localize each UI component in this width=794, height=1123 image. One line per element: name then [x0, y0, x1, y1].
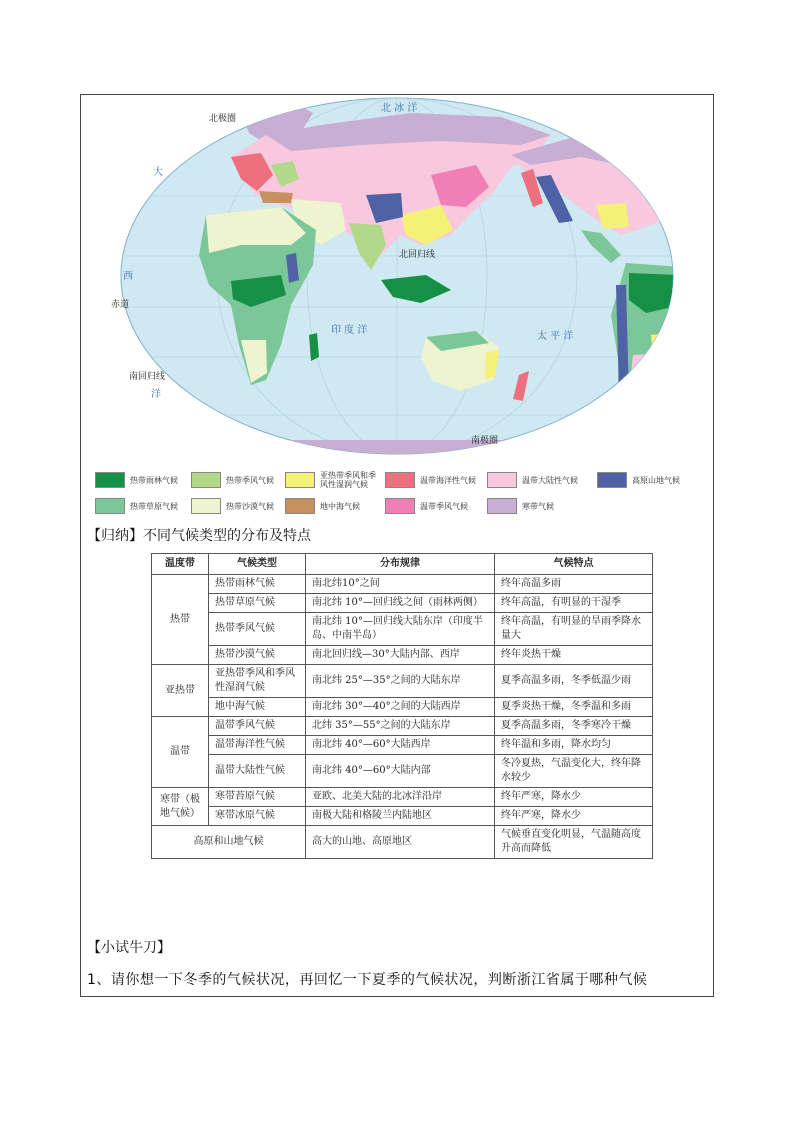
feat-cell: 终年高温，有明显的旱雨季降水量大	[495, 613, 653, 646]
feat-cell: 气候垂直变化明显，气温随高度升高而降低	[495, 826, 653, 859]
legend-swatch	[285, 472, 315, 488]
legend-swatch	[487, 498, 517, 514]
legend-label: 地中海气候	[320, 501, 360, 511]
legend-label: 寒带气候	[522, 501, 554, 511]
label-arctic-circle: 北极圈	[209, 114, 237, 124]
legend-item	[385, 497, 468, 515]
label-tropic-capricorn: 南回归线	[129, 372, 166, 382]
dist-cell: 南北纬10°之间	[306, 575, 495, 594]
table-row	[152, 807, 653, 826]
table-row	[152, 575, 653, 594]
feat-cell: 夏季高温多雨，冬季寒冷干燥	[495, 717, 653, 736]
feat-cell: 终年炎热干燥	[495, 646, 653, 665]
dist-cell: 南北纬 10°—回归线之间（雨林两侧）	[306, 594, 495, 613]
table-row	[152, 646, 653, 665]
legend-label: 热带草原气候	[130, 501, 178, 511]
type-cell: 亚热带季风和季风性湿润气候	[209, 665, 306, 698]
dist-cell: 高大的山地、高原地区	[306, 826, 495, 859]
label-atlantic-ocean: 洋	[151, 389, 161, 400]
legend-swatch	[285, 498, 315, 514]
table-row	[152, 826, 653, 859]
label-tropic-cancer: 北回归线	[399, 250, 436, 260]
legend-swatch	[385, 472, 415, 488]
legend-item	[487, 471, 578, 489]
label-atlantic-big: 大	[153, 167, 163, 178]
label-arctic-ocean: 北 冰 洋	[381, 103, 418, 114]
type-cell: 温带季风气候	[209, 717, 306, 736]
dist-cell: 南极大陆和格陵兰内陆地区	[306, 807, 495, 826]
legend-label: 高原山地气候	[632, 475, 680, 485]
zone-cell: 亚热带	[152, 665, 209, 717]
table-row	[152, 613, 653, 646]
dist-cell: 南北纬 30°—40°之间的大陆西岸	[306, 698, 495, 717]
label-indian-ocean: 印 度 洋	[331, 325, 368, 336]
question-1: 1、请你想一下冬季的气候状况，再回忆一下夏季的气候状况，判断浙江省属于哪种气候	[87, 972, 648, 988]
dist-cell: 南北纬 10°—回归线大陆东岸（印度半岛、中南半岛）	[306, 613, 495, 646]
legend-swatch	[191, 498, 221, 514]
feat-cell: 终年温和多雨，降水均匀	[495, 736, 653, 755]
legend-item	[597, 471, 680, 489]
dist-cell: 南北纬 40°—60°大陆西岸	[306, 736, 495, 755]
legend-label: 温带季风气候	[420, 501, 468, 511]
summary-title: 【归纳】不同气候类型的分布及特点	[87, 528, 311, 544]
legend-item	[95, 497, 178, 515]
table-row	[152, 788, 653, 807]
label-pacific-ocean: 太 平 洋	[537, 331, 574, 342]
dist-cell: 北纬 35°—55°之间的大陆东岸	[306, 717, 495, 736]
legend-label: 热带雨林气候	[130, 475, 178, 485]
type-cell: 热带沙漠气候	[209, 646, 306, 665]
map-legend	[95, 469, 705, 521]
world-climate-map	[81, 95, 713, 457]
type-cell: 热带草原气候	[209, 594, 306, 613]
mediterranean-eu	[259, 191, 293, 203]
try-title: 【小试牛刀】	[87, 940, 171, 956]
sa-subtropical	[651, 331, 681, 357]
sa-south	[629, 353, 661, 405]
legend-item	[191, 471, 274, 489]
legend-item	[95, 471, 178, 489]
feat-cell: 夏季炎热干燥，冬季温和多雨	[495, 698, 653, 717]
type-cell: 地中海气候	[209, 698, 306, 717]
legend-item	[191, 497, 274, 515]
table-row	[152, 755, 653, 788]
legend-label: 亚热带季风和季风性湿润气候	[320, 471, 376, 489]
type-cell: 热带季风气候	[209, 613, 306, 646]
type-cell: 热带雨林气候	[209, 575, 306, 594]
col-header: 气候类型	[209, 554, 306, 575]
type-cell: 温带海洋性气候	[209, 736, 306, 755]
type-cell: 寒带苔原气候	[209, 788, 306, 807]
feat-cell: 冬冷夏热，气温变化大，终年降水较少	[495, 755, 653, 788]
zone-cell: 寒带（极地气候）	[152, 788, 209, 826]
label-antarctic-circle: 南极圈	[471, 436, 499, 446]
legend-label: 热带季风气候	[226, 475, 274, 485]
type-cell: 寒带冰原气候	[209, 807, 306, 826]
climate-table	[151, 553, 653, 859]
legend-label: 热带沙漠气候	[226, 501, 274, 511]
legend-swatch	[95, 498, 125, 514]
legend-swatch	[385, 498, 415, 514]
content-frame	[80, 94, 714, 997]
legend-item	[487, 497, 554, 515]
feat-cell: 终年高温，有明显的干湿季	[495, 594, 653, 613]
dist-cell: 南北回归线—30°大陆内部、西岸	[306, 646, 495, 665]
feat-cell: 终年高温多雨	[495, 575, 653, 594]
legend-swatch	[487, 472, 517, 488]
dist-cell: 亚欧、北美大陆的北冰洋沿岸	[306, 788, 495, 807]
type-cell: 温带大陆性气候	[209, 755, 306, 788]
legend-swatch	[597, 472, 627, 488]
table-row	[152, 736, 653, 755]
climate-map-svg	[81, 95, 713, 457]
label-atlantic-west: 西	[123, 271, 133, 282]
table-header-row	[152, 554, 653, 575]
dist-cell: 南北纬 25°—35°之间的大陆东岸	[306, 665, 495, 698]
table-row	[152, 717, 653, 736]
zone-cell: 热带	[152, 575, 209, 665]
legend-label: 温带海洋性气候	[420, 475, 476, 485]
zone-cell: 温带	[152, 717, 209, 788]
legend-swatch	[191, 472, 221, 488]
legend-label: 温带大陆性气候	[522, 475, 578, 485]
feat-cell: 终年严寒，降水少	[495, 807, 653, 826]
table-row	[152, 594, 653, 613]
legend-item	[285, 497, 360, 515]
table-row	[152, 665, 653, 698]
type-cell: 高原和山地气候	[152, 826, 306, 859]
col-header: 分布规律	[306, 554, 495, 575]
legend-swatch	[95, 472, 125, 488]
legend-item	[285, 471, 381, 489]
table-row	[152, 698, 653, 717]
dist-cell: 南北纬 40°—60°大陆内部	[306, 755, 495, 788]
feat-cell: 终年严寒，降水少	[495, 788, 653, 807]
col-header: 温度带	[152, 554, 209, 575]
feat-cell: 夏季高温多雨，冬季低温少雨	[495, 665, 653, 698]
legend-item	[385, 471, 476, 489]
label-equator: 赤道	[111, 300, 130, 310]
col-header: 气候特点	[495, 554, 653, 575]
